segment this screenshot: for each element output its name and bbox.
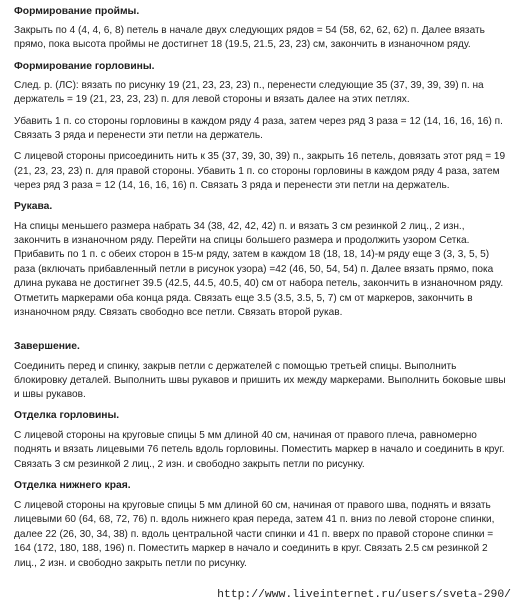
section-heading-hem-trim: Отделка нижнего края.: [14, 479, 131, 491]
paragraph-finishing: Соединить перед и спинку, закрыв петли с держателей с помощью третьей спицы. Выполнить блокировку деталей. Выполнить швы рукавов и пришить их между маркерами. Выполнить боковые швы и швы рукавов.: [14, 360, 506, 401]
section-heading-neck-trim: Отделка горловины.: [14, 409, 120, 421]
paragraph-armhole: Закрыть по 4 (4, 4, 6, 8) петель в начале двух следующих рядов = 54 (58, 62, 62, 62) п. Далее вязать прямо, пока высота проймы не достигнет 18 (19.5, 21.5, 23, 23) см, закончить в изнаночном ряду.: [14, 25, 485, 51]
document-body: [14, 5, 508, 571]
paragraph-neckline-3: С лицевой стороны присоединить нить к 35 (37, 39, 30, 39) п., закрыть 16 петель, довязать этот ряд = 19 (21, 23, 23, 23) п. для правой стороны. Убавить 1 п. со стороны горловины в каждом ряду 4 раза, затем через ряд 3 раза = 12 (14, 16, 16, 16) п. Связать 3 ряда и перенести эти петли на держатель.: [14, 151, 506, 192]
source-watermark: http://www.liveinternet.ru/users/sveta-290/: [217, 589, 511, 601]
paragraph-hem-trim: С лицевой стороны на круговые спицы 5 мм длиной 60 см, начиная от правого шва, поднять и вязать лицевыми 60 (64, 68, 72, 76) п. вдоль нижнего края переда, затем 41 п. вниз по левой стороне спинки, далее 22 (26, 30, 34, 38) п. вдоль центральной части спинки и 41 п. вверх по правой стороне спинки = 164 (172, 180, 188, 196) п. Поместить маркер в начало и соединить в круг. Связать 2.5 см резинкой 2 лиц., 2 изн. и свободно закрыть петли по рисунку.: [14, 499, 495, 569]
section-heading-neckline: Формирование горловины.: [14, 60, 155, 72]
section-heading-finishing: Завершение.: [14, 340, 80, 352]
paragraph-sleeve: На спицы меньшего размера набрать 34 (38, 42, 42, 42) п. и вязать 3 см резинкой 2 лиц., 2 изн., закончить в изнаночном ряду. Перейти на спицы большего размера и продолжить узором Сетка. Прибавить по 1 п. с обеих сторон в 15-м ряду, затем в каждом 18 (18, 18, 14)-м ряду еще 3 (3, 3, 5, 5) раза (включать прибавленный петли в рисунок узора) =42 (46, 50, 54, 54) п. Далее вязать прямо, пока длина рукава не достигнет 39.5 (42.5, 44.5, 40.5, 40) см от набора петель, закончить в изнаночном ряду. Отметить маркерами оба конца ряда. Связать еще 3.5 (3.5, 3.5, 5, 7) см от маркеров, закончить в изнаночном ряду. Связать свободно все петли. Связать второй рукав.: [14, 220, 504, 319]
paragraph-neck-trim: С лицевой стороны на круговые спицы 5 мм длиной 40 см, начиная от правого плеча, равномерно поднять и вязать лицевыми 76 петель вдоль горловины. Поместить маркер в начало и соединить в круг. Связать 3 см резинкой 2 лиц., 2 изн. и свободно закрыть петли по рисунку.: [14, 429, 505, 470]
paragraph-neckline-1: След. р. (ЛС): вязать по рисунку 19 (21, 23, 23, 23) п., перенести следующие 35 (37, 39, 39, 39) п. на держатель = 19 (21, 23, 23, 23) п. для левой стороны и вязать далее на этих петлях.: [14, 79, 484, 106]
section-heading-armhole: Формирование проймы.: [14, 6, 140, 17]
paragraph-neckline-2: Убавить 1 п. со стороны горловины в каждом ряду 4 раза, затем через ряд 3 раза = 12 (14, 16, 16, 16) п. Связать 3 ряда и перенести эти петли на держатель.: [14, 115, 503, 142]
section-heading-sleeve: Рукава.: [14, 200, 53, 212]
